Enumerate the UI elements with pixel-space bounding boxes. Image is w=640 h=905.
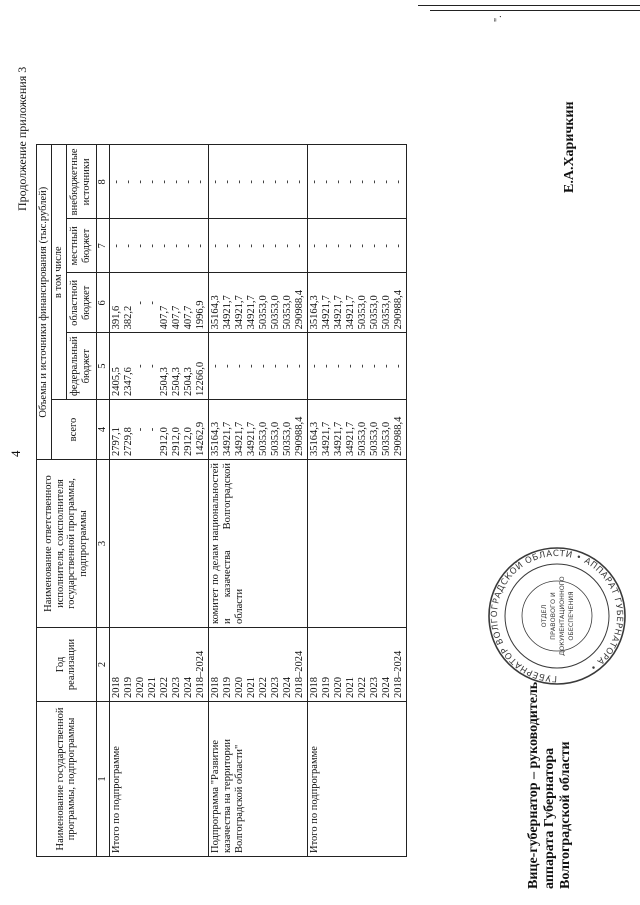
local-value: - [320, 244, 332, 248]
executor-cell [109, 460, 208, 628]
offbudget-value: - [392, 180, 404, 184]
offbudget-value: - [332, 180, 344, 184]
column-number: 3 [96, 460, 109, 628]
total-value: 50353,0 [368, 421, 380, 456]
total-value: 2797,1 [110, 427, 122, 456]
offbudget-value: - [221, 180, 233, 184]
year-value: 2023 [368, 677, 380, 698]
offbudget-value: - [308, 180, 320, 184]
total-cell [208, 400, 307, 460]
regional-value: 35164,3 [308, 295, 320, 330]
total-value: 34921,7 [320, 421, 332, 456]
header-offbudget: внебюджетные источники [66, 145, 96, 219]
total-value: 34921,7 [245, 421, 257, 456]
regional-value: 50353,0 [368, 295, 380, 330]
regional-value: 34921,7 [320, 295, 332, 330]
official-stamp [482, 541, 632, 691]
regional-value: 382,2 [122, 305, 134, 330]
offbudget-value: - [269, 180, 281, 184]
local-value: - [170, 244, 182, 248]
column-numbers-row [96, 145, 109, 857]
local-value: - [332, 244, 344, 248]
regional-cell [208, 273, 307, 333]
total-value: 50353,0 [356, 421, 368, 456]
year-value: 2018 [110, 677, 122, 698]
federal-value: - [392, 364, 404, 368]
year-value: 2018–2024 [293, 650, 305, 698]
local-value: - [368, 244, 380, 248]
signature-title-line1: Вице-губернатор – руководитель [526, 681, 541, 889]
local-value: - [308, 244, 320, 248]
page-number: 4 [8, 450, 23, 457]
column-number: 2 [96, 628, 109, 702]
continuation-note: Продолжение приложения 3 [15, 66, 29, 211]
header-year: Год реализации [37, 628, 97, 702]
federal-value: - [134, 364, 146, 368]
year-value: 2023 [269, 677, 281, 698]
local-value: - [245, 244, 257, 248]
offbudget-value: - [281, 180, 293, 184]
local-value: - [110, 244, 122, 248]
section-row [109, 145, 208, 857]
federal-value: - [293, 364, 305, 368]
year-value: 2022 [356, 677, 368, 698]
column-number: 1 [96, 702, 109, 857]
signature-title-line2: аппарата Губернатора [542, 747, 558, 889]
header-federal: федеральный бюджет [66, 333, 96, 400]
federal-value: - [269, 364, 281, 368]
federal-cell [208, 333, 307, 400]
federal-cell [109, 333, 208, 400]
local-value: - [269, 244, 281, 248]
total-value: 34921,7 [344, 421, 356, 456]
federal-value: 2504,3 [182, 367, 194, 396]
federal-value: 2405,5 [110, 367, 122, 396]
year-value: 2022 [257, 677, 269, 698]
offbudget-value: - [158, 180, 170, 184]
federal-value: - [233, 364, 245, 368]
federal-value: - [209, 364, 221, 368]
local-value: - [257, 244, 269, 248]
local-value: - [344, 244, 356, 248]
stamp-inner-text: ПРАВОВОГО И [549, 592, 557, 640]
offbudget-value: - [146, 180, 158, 184]
closing-quote: ". [493, 15, 504, 22]
year-cell [109, 628, 208, 702]
regional-value: 407,7 [182, 305, 194, 330]
federal-value: 12266,0 [194, 361, 206, 396]
regional-value: 290988,4 [392, 289, 404, 330]
offbudget-value: - [233, 180, 245, 184]
signatory-name: Е.А.Харичкин [562, 101, 577, 193]
offbudget-value: - [245, 180, 257, 184]
column-number: 7 [96, 219, 109, 273]
federal-value: - [308, 364, 320, 368]
local-value: - [209, 244, 221, 248]
header-including: в том числе [51, 145, 66, 400]
offbudget-value: - [257, 180, 269, 184]
regional-value: 290988,4 [293, 289, 305, 330]
total-value: 290988,4 [392, 416, 404, 456]
offbudget-value: - [122, 180, 134, 184]
total-value: 14262,9 [194, 421, 206, 456]
regional-value: 391,6 [110, 305, 122, 330]
year-value: 2020 [332, 677, 344, 698]
total-cell [307, 400, 406, 460]
regional-value: 34921,7 [344, 295, 356, 330]
year-value: 2019 [221, 677, 233, 698]
offbudget-value: - [293, 180, 305, 184]
offbudget-value: - [320, 180, 332, 184]
header-local: местный бюджет [66, 219, 96, 273]
federal-value: - [368, 364, 380, 368]
federal-value: 2347,6 [122, 367, 134, 396]
stamp-inner-text: ОБЕСПЕЧЕНИЯ [567, 591, 575, 641]
regional-value: 50353,0 [269, 295, 281, 330]
total-value: 2729,8 [122, 427, 134, 456]
total-value: - [134, 427, 146, 432]
year-value: 2020 [233, 677, 245, 698]
total-value: 35164,3 [308, 421, 320, 456]
federal-value: 2504,3 [170, 367, 182, 396]
regional-value: 34921,7 [332, 295, 344, 330]
regional-value: 34921,7 [221, 295, 233, 330]
year-value: 2024 [182, 677, 194, 698]
year-value: 2022 [158, 677, 170, 698]
local-value: - [392, 244, 404, 248]
executor-cell: комитет по делам национальностей и казачества Волгоградской области [208, 460, 307, 628]
regional-value: - [134, 301, 146, 305]
offbudget-cell [307, 145, 406, 219]
column-number: 8 [96, 145, 109, 219]
section-row [208, 145, 307, 857]
federal-value: - [332, 364, 344, 368]
table-body [109, 145, 406, 857]
federal-value: - [344, 364, 356, 368]
regional-value: 1996,9 [194, 300, 206, 330]
regional-value: 50353,0 [257, 295, 269, 330]
year-value: 2018 [209, 677, 221, 698]
year-cell [208, 628, 307, 702]
section-row [307, 145, 406, 857]
local-value: - [380, 244, 392, 248]
total-cell [109, 400, 208, 460]
year-value: 2023 [170, 677, 182, 698]
header-regional: областной бюджет [66, 273, 96, 333]
total-value: 34921,7 [332, 421, 344, 456]
local-value: - [134, 244, 146, 248]
federal-value: - [146, 364, 158, 368]
total-value: - [146, 427, 158, 432]
regional-value: 50353,0 [281, 295, 293, 330]
federal-value: - [356, 364, 368, 368]
federal-value: - [221, 364, 233, 368]
signature-block [526, 682, 574, 889]
offbudget-value: - [209, 180, 221, 184]
regional-value: 35164,3 [209, 295, 221, 330]
local-cell [208, 219, 307, 273]
regional-value: 50353,0 [380, 295, 392, 330]
local-value: - [221, 244, 233, 248]
offbudget-value: - [380, 180, 392, 184]
total-value: 35164,3 [209, 421, 221, 456]
local-value: - [146, 244, 158, 248]
stamp-inner-text: ДОКУМЕНТАЦИОННОГО [558, 576, 566, 656]
offbudget-value: - [134, 180, 146, 184]
local-value: - [182, 244, 194, 248]
program-name-cell: Итого по подпрограмме [307, 702, 406, 857]
total-value: 50353,0 [269, 421, 281, 456]
federal-value: - [245, 364, 257, 368]
local-value: - [356, 244, 368, 248]
total-value: 290988,4 [293, 416, 305, 456]
local-value: - [194, 244, 206, 248]
regional-value: 34921,7 [245, 295, 257, 330]
year-cell [307, 628, 406, 702]
total-value: 2912,0 [158, 427, 170, 456]
column-number: 4 [96, 400, 109, 460]
local-value: - [233, 244, 245, 248]
total-value: 50353,0 [380, 421, 392, 456]
local-cell [109, 219, 208, 273]
regional-value: 34921,7 [233, 295, 245, 330]
year-value: 2018 [308, 677, 320, 698]
offbudget-value: - [182, 180, 194, 184]
regional-value: 407,7 [170, 305, 182, 330]
offbudget-value: - [356, 180, 368, 184]
stamp-outer-text: ГУБЕРНАТОР ВОЛГОГРАДСКОЙ ОБЛАСТИ • АППАРАТ ГУБЕРНАТОРА • [489, 548, 625, 684]
year-value: 2021 [146, 677, 158, 698]
regional-cell [109, 273, 208, 333]
offbudget-cell [208, 145, 307, 219]
header-executor: Наименование ответственного исполнителя, соисполнителя государственной программы, подпрограммы [37, 460, 97, 628]
signature-title-line3: Волгоградской области [558, 741, 574, 889]
header-funding-group: Объемы и источники финансирования (тыс.рублей) [37, 145, 52, 460]
local-value: - [122, 244, 134, 248]
year-value: 2021 [344, 677, 356, 698]
header-program-name: Наименование государственной программы, подпрограммы [37, 702, 97, 857]
regional-value: 407,7 [158, 305, 170, 330]
local-value: - [293, 244, 305, 248]
year-value: 2019 [320, 677, 332, 698]
year-value: 2024 [380, 677, 392, 698]
total-value: 50353,0 [281, 421, 293, 456]
total-value: 34921,7 [221, 421, 233, 456]
year-value: 2024 [281, 677, 293, 698]
federal-value: 2504,3 [158, 367, 170, 396]
column-number: 5 [96, 333, 109, 400]
program-name-cell: Подпрограмма "Развитие казачества на территории Волгоградской области" [208, 702, 307, 857]
offbudget-value: - [170, 180, 182, 184]
offbudget-value: - [344, 180, 356, 184]
offbudget-value: - [368, 180, 380, 184]
regional-value: 50353,0 [356, 295, 368, 330]
total-value: 2912,0 [182, 427, 194, 456]
federal-value: - [320, 364, 332, 368]
local-cell [307, 219, 406, 273]
regional-cell [307, 273, 406, 333]
local-value: - [158, 244, 170, 248]
federal-value: - [281, 364, 293, 368]
offbudget-cell [109, 145, 208, 219]
column-number: 6 [96, 273, 109, 333]
total-value: 34921,7 [233, 421, 245, 456]
year-value: 2019 [122, 677, 134, 698]
offbudget-value: - [110, 180, 122, 184]
federal-value: - [380, 364, 392, 368]
local-value: - [281, 244, 293, 248]
year-value: 2018–2024 [392, 650, 404, 698]
total-value: 2912,0 [170, 427, 182, 456]
year-value: 2018–2024 [194, 650, 206, 698]
regional-value: - [146, 301, 158, 305]
header-total: всего [51, 400, 96, 460]
program-name-cell: Итого по подпрограмме [109, 702, 208, 857]
federal-value: - [257, 364, 269, 368]
federal-cell [307, 333, 406, 400]
offbudget-value: - [194, 180, 206, 184]
stamp-inner-text: ОТДЕЛ [540, 604, 548, 628]
funding-table [36, 144, 407, 857]
year-value: 2020 [134, 677, 146, 698]
year-value: 2021 [245, 677, 257, 698]
executor-cell [307, 460, 406, 628]
total-value: 50353,0 [257, 421, 269, 456]
